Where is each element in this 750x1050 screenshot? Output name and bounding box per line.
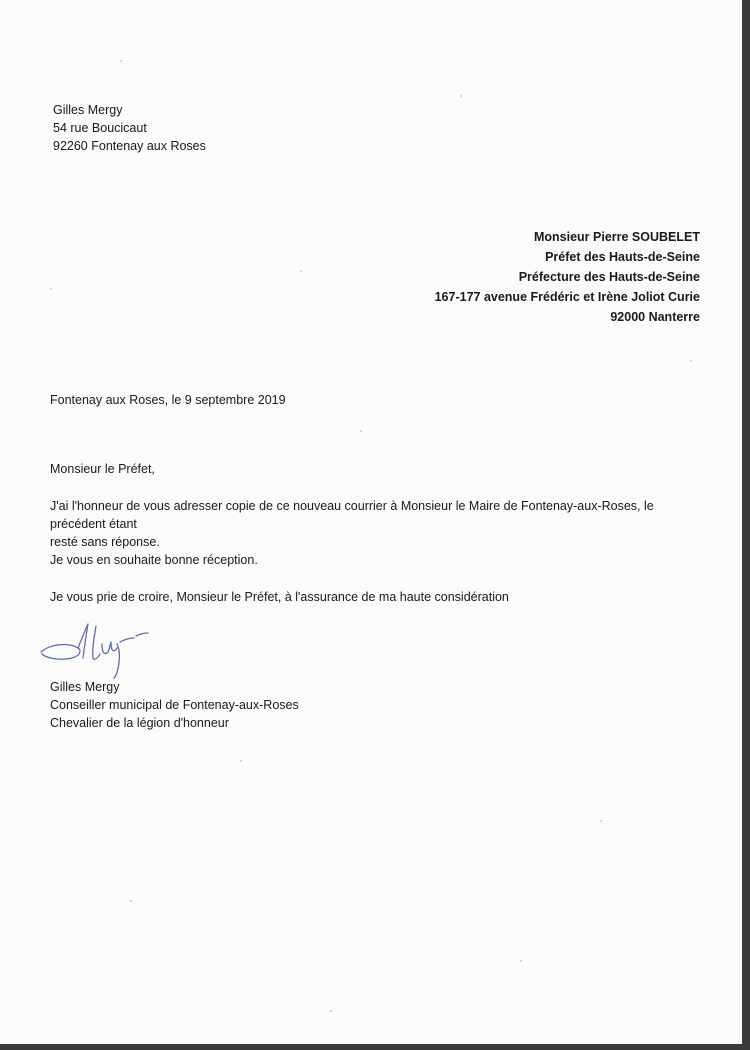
paragraph-2: Je vous en souhaite bonne réception. <box>50 553 258 567</box>
recipient-line-5: 92000 Nanterre <box>610 310 700 324</box>
paragraph-1-line-1: J'ai l'honneur de vous adresser copie de ce nouveau courrier à Monsieur le Maire de Fontenay-aux-Roses, le précédent étant <box>50 499 654 531</box>
recipient-address <box>435 227 700 327</box>
sender-street: 54 rue Boucicaut <box>53 121 147 135</box>
handwritten-signature <box>38 614 158 680</box>
date-line: Fontenay aux Roses, le 9 septembre 2019 <box>50 393 286 407</box>
recipient-line-3: Préfecture des Hauts-de-Seine <box>518 270 700 284</box>
sender-address <box>53 101 206 155</box>
signoff-name: Gilles Mergy <box>50 680 120 694</box>
paragraph-3: Je vous prie de croire, Monsieur le Préfet, à l'assurance de ma haute considération <box>50 590 509 604</box>
sender-name: Gilles Mergy <box>53 103 123 117</box>
signoff-title-2: Chevalier de la légion d'honneur <box>50 716 229 730</box>
recipient-line-2: Préfet des Hauts-de-Seine <box>545 250 700 264</box>
paragraph-1-line-2: resté sans réponse. <box>50 535 160 549</box>
signoff-block <box>50 678 299 732</box>
paragraph-1 <box>50 497 690 551</box>
recipient-line-4: 167-177 avenue Frédéric et Irène Joliot Curie <box>434 290 700 304</box>
greeting: Monsieur le Préfet, <box>50 462 155 476</box>
signoff-title-1: Conseiller municipal de Fontenay-aux-Roses <box>50 698 299 712</box>
recipient-line-1: Monsieur Pierre SOUBELET <box>533 230 700 244</box>
sender-city: 92260 Fontenay aux Roses <box>53 139 206 153</box>
